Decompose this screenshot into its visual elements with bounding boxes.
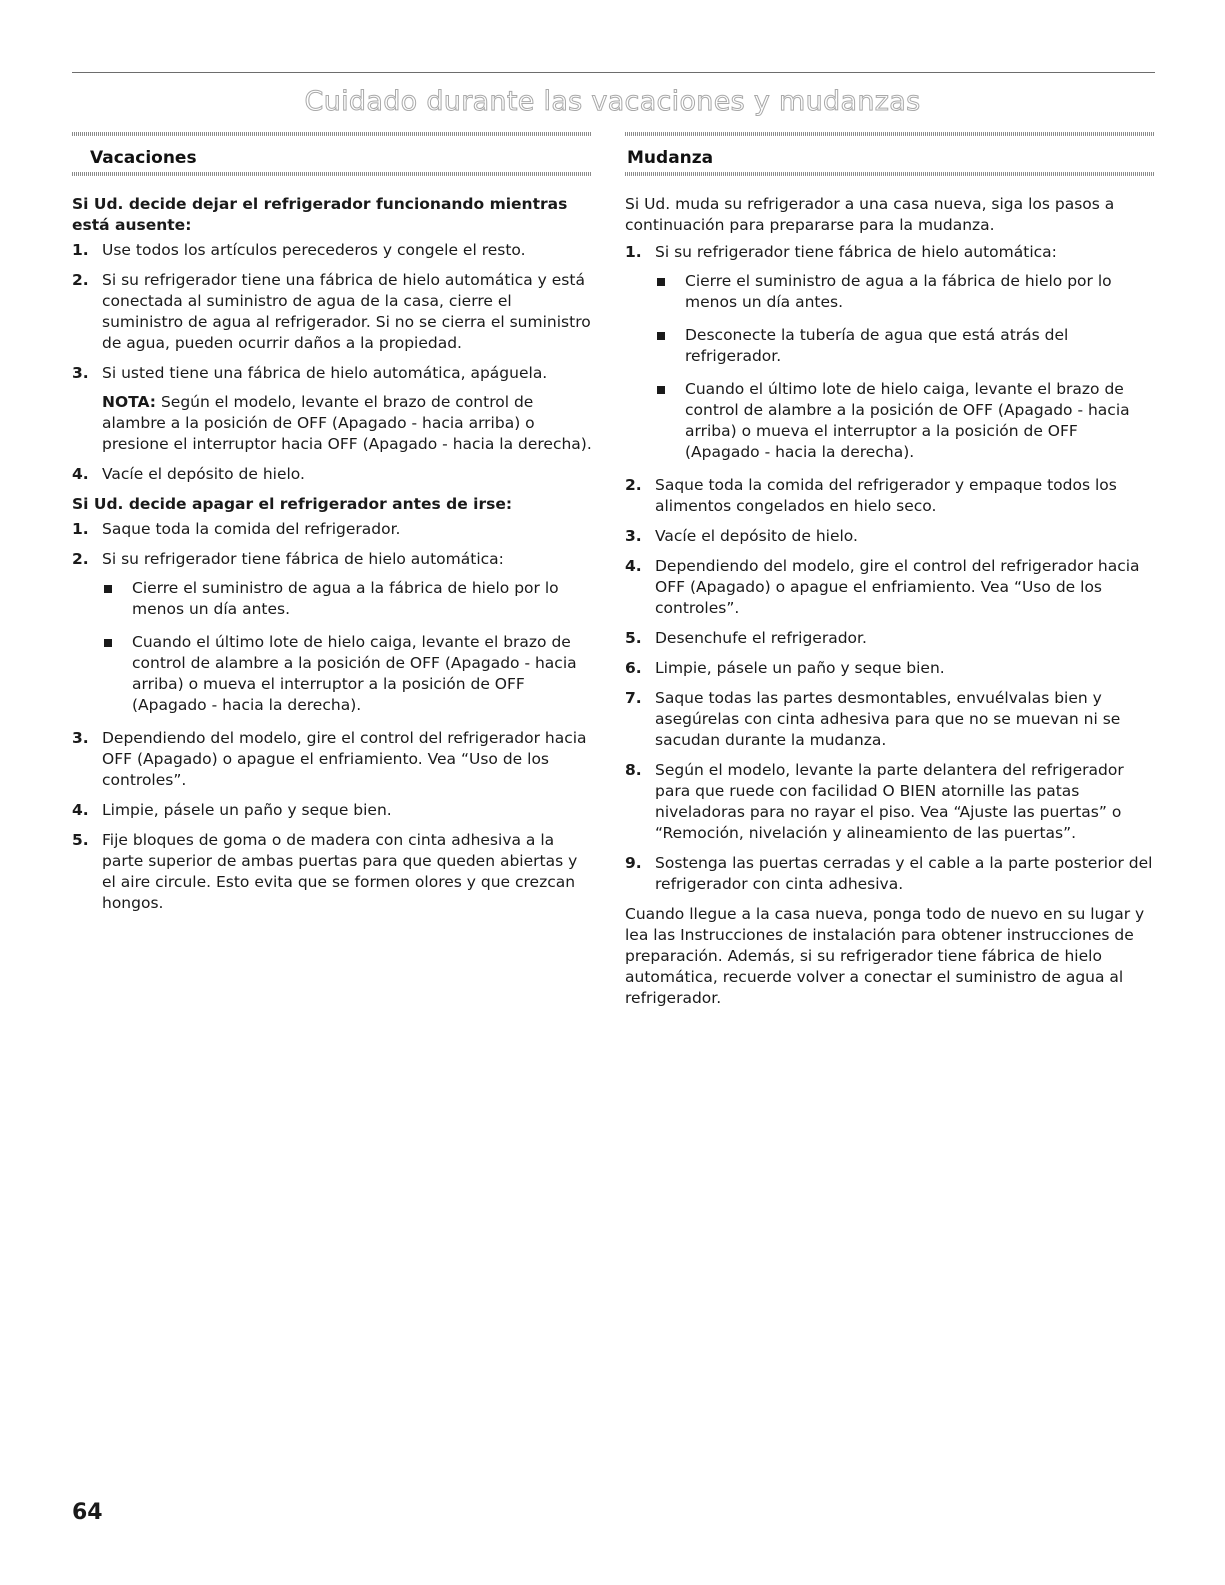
list-item [72,464,592,485]
mudanza-closing: Cuando llegue a la casa nueva, ponga todo de nuevo en su lugar y lea las Instrucciones de instalación para obtener instrucciones de preparación. Además, si su refrigerador tiene fábrica de hielo automática, recuerde volver a conectar el suministro de agua al refrigerador. [625,905,1145,1007]
list-item [625,853,1155,895]
note-text: Según el modelo, levante el brazo de control de alambre a la posición de OFF (Apagado - hacia arriba) o presione el interruptor hacia OFF (Apagado - hacia la derecha). [102,393,592,453]
list-item [72,728,592,791]
square-bullet-icon [657,278,665,286]
item-text: Fije bloques de goma o de madera con cinta adhesiva a la parte superior de ambas puertas para que queden abiertas y el aire circule. Esto evita que se formen olores y que crezcan hongos. [102,831,578,912]
list-item [625,475,1155,517]
mudanza-column [625,128,1155,1015]
mudanza-heading: Mudanza [625,128,1155,176]
item-number: 1. [72,520,89,538]
item-text: Use todos los artículos perecederos y congele el resto. [102,241,526,259]
bullet-text: Desconecte la tubería de agua que está atrás del refrigerador. [685,326,1069,365]
item-text: Dependiendo del modelo, gire el control del refrigerador hacia OFF (Apagado) o apague el enfriamiento. Vea “Uso de los controles”. [655,557,1140,617]
list-item [72,830,592,914]
bullet-text: Cuando el último lote de hielo caiga, levante el brazo de control de alambre a la posición de OFF (Apagado - hacia arriba) o mueva el interruptor a la posición de OFF (Apagado - hacia la derecha). [685,380,1130,461]
list-item [625,242,1155,463]
item-number: 1. [72,241,89,259]
item-text: Vacíe el depósito de hielo. [655,527,858,545]
item-text: Según el modelo, levante la parte delantera del refrigerador para que ruede con facilidad O BIEN atornille las patas niveladoras para no rayar el piso. Vea “Ajuste las puertas” o “Remoción, nivelación y alineamiento de las puertas”. [655,761,1124,842]
square-bullet-icon [657,386,665,394]
list-item [72,363,592,455]
page-number: 64 [72,1500,103,1525]
item-text: Desenchufe el refrigerador. [655,629,867,647]
item-number: 5. [625,629,642,647]
item-number: 2. [72,271,89,289]
item-text: Saque toda la comida del refrigerador. [102,520,401,538]
list-item [625,658,1155,679]
list-item [72,800,592,821]
vacaciones-column [72,128,592,923]
bullet-item [102,632,592,716]
list-item [72,240,592,261]
note [102,392,592,455]
square-bullet-icon [104,585,112,593]
item-text: Limpie, pásele un paño y seque bien. [102,801,392,819]
item-number: 3. [72,729,89,747]
bullet-list [102,578,592,716]
list-item [72,519,592,540]
page-title: Cuidado durante las vacaciones y mudanzas [304,86,921,117]
bullet-text: Cierre el suministro de agua a la fábrica de hielo por lo menos un día antes. [685,272,1112,311]
bullet-item [655,325,1155,367]
item-text: Si su refrigerador tiene una fábrica de hielo automática y está conectada al suministro de agua de la casa, cierre el suministro de agua al refrigerador. Si no se cierra el suministro de agua, pueden ocurrir daños a la propiedad. [102,271,591,352]
top-rule [72,72,1155,73]
item-text: Vacíe el depósito de hielo. [102,465,305,483]
item-text: Sostenga las puertas cerradas y el cable a la parte posterior del refrigerador con cinta adhesiva. [655,854,1153,893]
item-text: Si su refrigerador tiene fábrica de hielo automática: [102,550,504,568]
bullet-item [102,578,592,620]
item-number: 4. [625,557,642,575]
list-item [625,760,1155,844]
list-item [625,628,1155,649]
list-item [72,549,592,716]
item-text: Si su refrigerador tiene fábrica de hielo automática: [655,243,1057,261]
square-bullet-icon [104,639,112,647]
item-number: 1. [625,243,642,261]
item-text: Saque todas las partes desmontables, envuélvalas bien y asegúrelas con cinta adhesiva para que no se muevan ni se sacudan durante la mudanza. [655,689,1121,749]
mudanza-intro: Si Ud. muda su refrigerador a una casa nueva, siga los pasos a continuación para prepararse para la mudanza. [625,195,1115,234]
mudanza-list [625,242,1155,895]
item-text: Si usted tiene una fábrica de hielo automática, apáguela. [102,364,548,382]
item-number: 9. [625,854,642,872]
item-number: 2. [72,550,89,568]
vacaciones-list-apagar [72,519,592,914]
square-bullet-icon [657,332,665,340]
item-number: 6. [625,659,642,677]
item-number: 2. [625,476,642,494]
vacaciones-subheading-apagar: Si Ud. decide apagar el refrigerador antes de irse: [72,495,513,513]
item-number: 4. [72,465,89,483]
vacaciones-subheading-dejar: Si Ud. decide dejar el refrigerador funcionando mientras está ausente: [72,195,568,234]
note-label: NOTA: [102,393,157,411]
bullet-item [655,379,1155,463]
list-item [72,270,592,354]
item-number: 3. [72,364,89,382]
bullet-list [655,271,1155,463]
list-item [625,526,1155,547]
vacaciones-heading: Vacaciones [72,128,592,176]
bullet-text: Cuando el último lote de hielo caiga, levante el brazo de control de alambre a la posición de OFF (Apagado - hacia arriba) o mueva el interruptor a la posición de OFF (Apagado - hacia la derecha). [132,633,577,714]
item-text: Limpie, pásele un paño y seque bien. [655,659,945,677]
item-text: Saque toda la comida del refrigerador y empaque todos los alimentos congelados en hielo seco. [655,476,1117,515]
item-text: Dependiendo del modelo, gire el control del refrigerador hacia OFF (Apagado) o apague el enfriamiento. Vea “Uso de los controles”. [102,729,587,789]
item-number: 4. [72,801,89,819]
item-number: 5. [72,831,89,849]
item-number: 3. [625,527,642,545]
vacaciones-list-dejar [72,240,592,485]
item-number: 8. [625,761,642,779]
bullet-item [655,271,1155,313]
bullet-text: Cierre el suministro de agua a la fábrica de hielo por lo menos un día antes. [132,579,559,618]
list-item [625,556,1155,619]
item-number: 7. [625,689,642,707]
list-item [625,688,1155,751]
